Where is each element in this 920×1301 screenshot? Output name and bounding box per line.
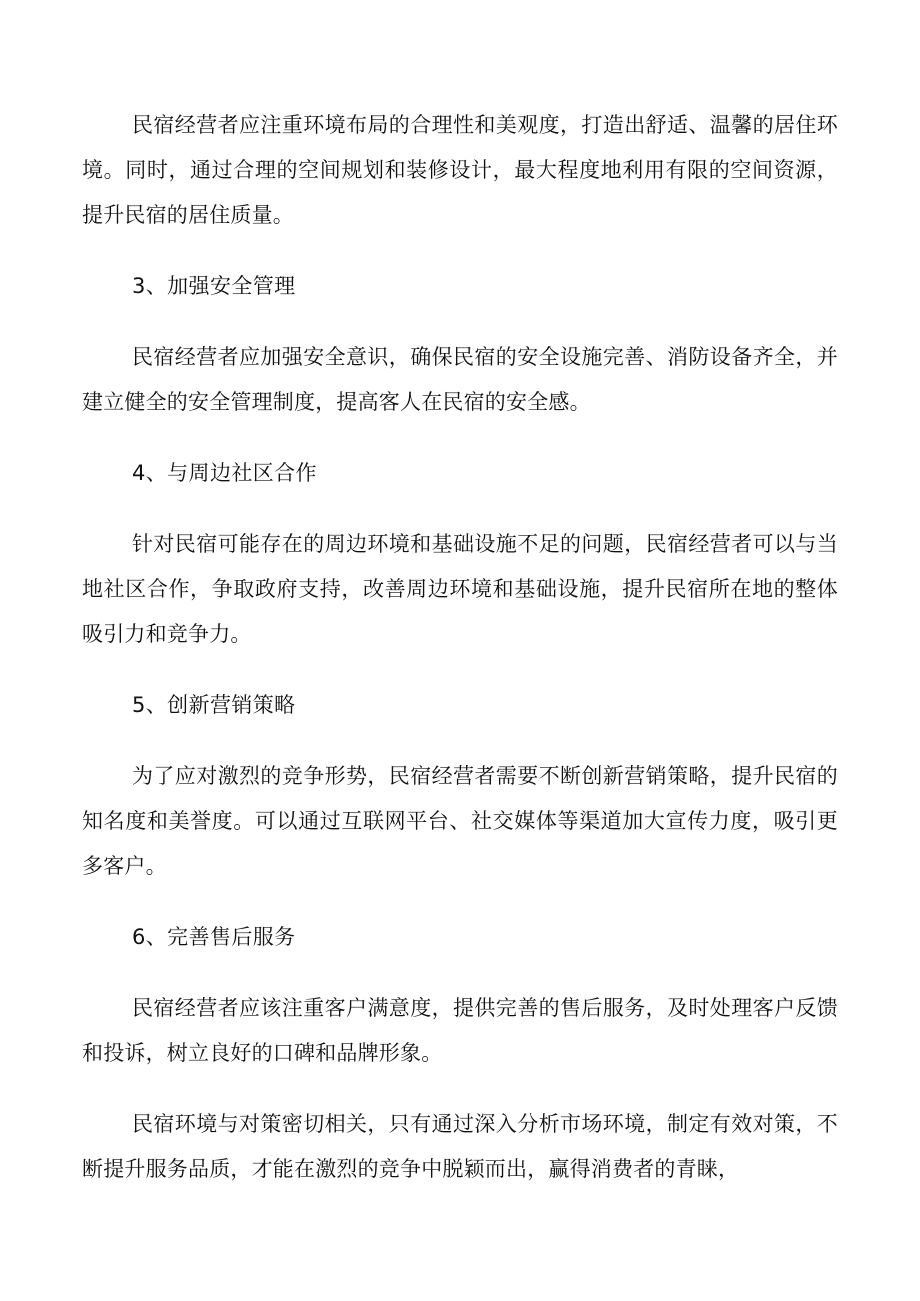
heading-safety-management: 3、加强安全管理 — [132, 274, 296, 298]
paragraph-safety-management: 民宿经营者应加强安全意识，确保民宿的安全设施完善、消防设备齐全，并建立健全的安全管理制度，提高客人在民宿的安全感。 — [82, 345, 838, 414]
paragraph-conclusion: 民宿环境与对策密切相关，只有通过深入分析市场环境，制定有效对策，不断提升服务品质，才能在激烈的竞争中脱颖而出，赢得消费者的青睐， — [82, 1112, 838, 1181]
paragraph-community-cooperation: 针对民宿可能存在的周边环境和基础设施不足的问题，民宿经营者可以与当地社区合作，争取政府支持，改善周边环境和基础设施，提升民宿所在地的整体吸引力和竞争力。 — [82, 532, 838, 646]
heading-community-cooperation: 4、与周边社区合作 — [132, 461, 317, 485]
heading-marketing-strategy: 5、创新营销策略 — [132, 693, 296, 717]
paragraph-environment-layout: 民宿经营者应注重环境布局的合理性和美观度，打造出舒适、温馨的居住环境。同时，通过合理的空间规划和装修设计，最大程度地利用有限的空间资源，提升民宿的居住质量。 — [82, 113, 838, 227]
document-body — [82, 103, 838, 1218]
paragraph-after-sales-service: 民宿经营者应该注重客户满意度，提供完善的售后服务，及时处理客户反馈和投诉，树立良好的口碑和品牌形象。 — [82, 996, 838, 1065]
paragraph-marketing-strategy: 为了应对激烈的竞争形势，民宿经营者需要不断创新营销策略，提升民宿的知名度和美誉度。可以通过互联网平台、社交媒体等渠道加大宣传力度，吸引更多客户。 — [82, 764, 838, 878]
heading-after-sales-service: 6、完善售后服务 — [132, 925, 296, 949]
